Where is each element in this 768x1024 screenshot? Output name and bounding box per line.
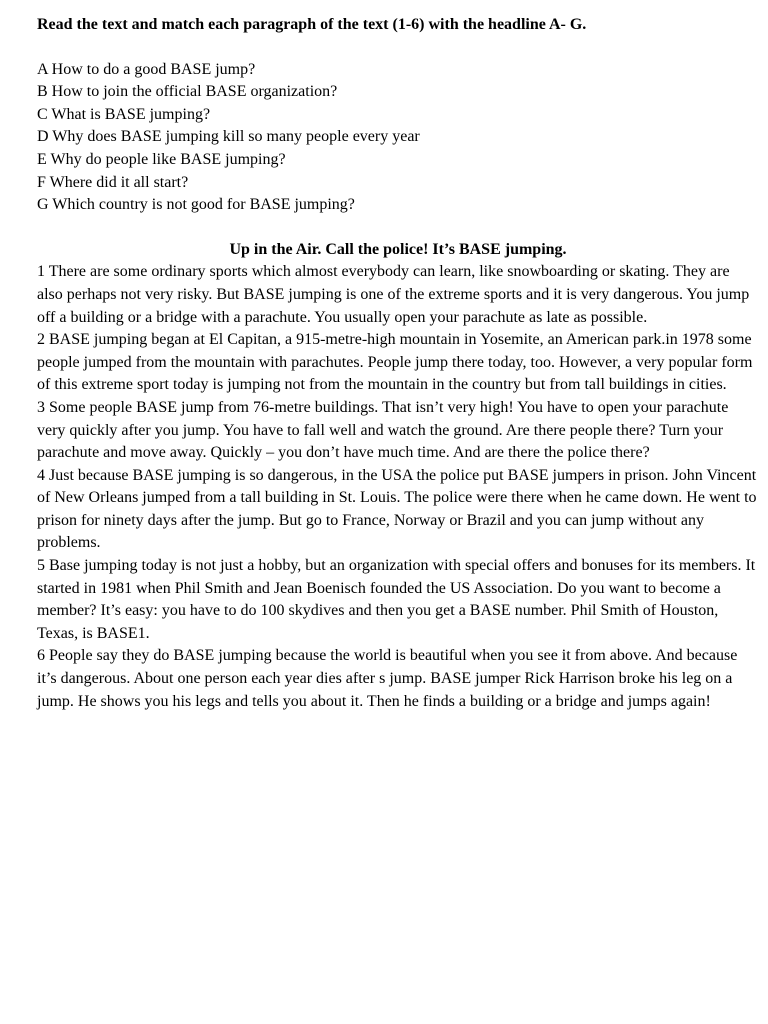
headline-list	[37, 59, 759, 217]
article-title: Up in the Air. Call the police! It’s BASE jumping.	[229, 240, 567, 258]
headline-b: B How to join the official BASE organization?	[37, 83, 338, 101]
task-instruction: Read the text and match each paragraph of the text (1-6) with the headline A- G.	[37, 16, 587, 33]
headline-f: F Where did it all start?	[37, 173, 189, 191]
headline-c: C What is BASE jumping?	[37, 105, 211, 123]
headline-e: E Why do people like BASE jumping?	[37, 150, 286, 168]
paragraph-4: 4 Just because BASE jumping is so dangerous, in the USA the police put BASE jumpers in prison. John Vincent of New Orleans jumped from a tall building in St. Louis. The police were there when he came down. He went to prison for ninety days after the jump. But go to France, Norway or Brazil and you can jump without any problems.	[37, 466, 757, 552]
article-body	[37, 261, 759, 713]
paragraph-1: 1 There are some ordinary sports which almost everybody can learn, like snowboarding or skating. They are also perhaps not very risky. But BASE jumping is one of the extreme sports and it is very dangerous. You jump off a building or a bridge with a parachute. You usually open your parachute as late as possible.	[37, 263, 750, 326]
headline-g: G Which country is not good for BASE jumping?	[37, 196, 355, 214]
headline-d: D Why does BASE jumping kill so many people every year	[37, 128, 420, 146]
document-page	[37, 14, 759, 713]
paragraph-2: 2 BASE jumping began at El Capitan, a 915-metre-high mountain in Yosemite, an American park.in 1978 some people jumped from the mountain with parachutes. People jump there today, too. However, a very popular form of this extreme sport today is jumping not from the mountain in the country but from tall buildings in cities.	[37, 331, 753, 394]
paragraph-5: 5 Base jumping today is not just a hobby, but an organization with special offers and bonuses for its members. It started in 1981 when Phil Smith and Jean Boenisch founded the US Association. Do you want to become a member? It’s easy: you have to do 100 skydives and then you get a BASE number. Phil Smith of Houston, Texas, is BASE1.	[37, 557, 756, 642]
headline-a: A How to do a good BASE jump?	[37, 60, 256, 78]
paragraph-6: 6 People say they do BASE jumping because the world is beautiful when you see it from above. And because it’s dangerous. About one person each year dies after s jump. BASE jumper Rick Harrison broke his leg on a jump. He shows you his legs and tells you about it. Then he finds a building or a bridge and jumps again!	[37, 647, 738, 710]
paragraph-3: 3 Some people BASE jump from 76-metre buildings. That isn’t very high! You have to open your parachute very quickly after you jump. You have to fall well and watch the ground. Are there people there? Turn your parachute and move away. Quickly – you don’t have much time. And are there the police there?	[37, 398, 729, 462]
